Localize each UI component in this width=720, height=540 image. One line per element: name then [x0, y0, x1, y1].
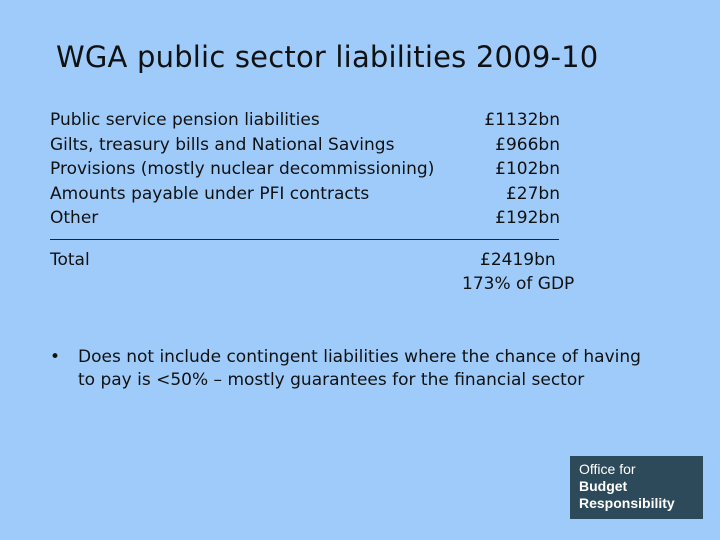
logo-line-responsibility: Responsibility [579, 495, 675, 511]
page-title: WGA public sector liabilities 2009-10 [56, 40, 599, 74]
row-label: Provisions (mostly nuclear decommissioning) [50, 159, 435, 179]
liabilities-table [50, 108, 570, 231]
row-value: £966bn [495, 134, 560, 155]
table-row [50, 182, 570, 207]
table-row [50, 133, 570, 158]
logo-line-office-for: Office for [579, 461, 636, 477]
row-label: Gilts, treasury bills and National Savings [50, 134, 395, 155]
bullet-note [50, 346, 660, 392]
table-row [50, 157, 570, 182]
row-value: £1132bn [484, 110, 560, 130]
total-divider [50, 239, 559, 240]
row-label: Other [50, 208, 99, 228]
row-value: £192bn [495, 208, 560, 228]
row-value: £102bn [495, 159, 560, 179]
total-value: £2419bn [480, 250, 556, 270]
obr-logo [570, 456, 703, 519]
logo-line-budget: Budget [579, 478, 628, 494]
table-row [50, 108, 570, 133]
row-label: Public service pension liabilities [50, 110, 320, 130]
row-value: £27bn [505, 183, 560, 204]
row-label: Amounts payable under PFI contracts [50, 183, 370, 204]
table-row [50, 206, 570, 231]
bullet-icon: • [50, 347, 61, 367]
total-gdp-percent: 173% of GDP [462, 274, 575, 294]
bullet-text: Does not include contingent liabilities where the chance of having to pay is <50% – mostly guarantees for the financial sector [78, 347, 641, 390]
total-label: Total [50, 250, 90, 270]
